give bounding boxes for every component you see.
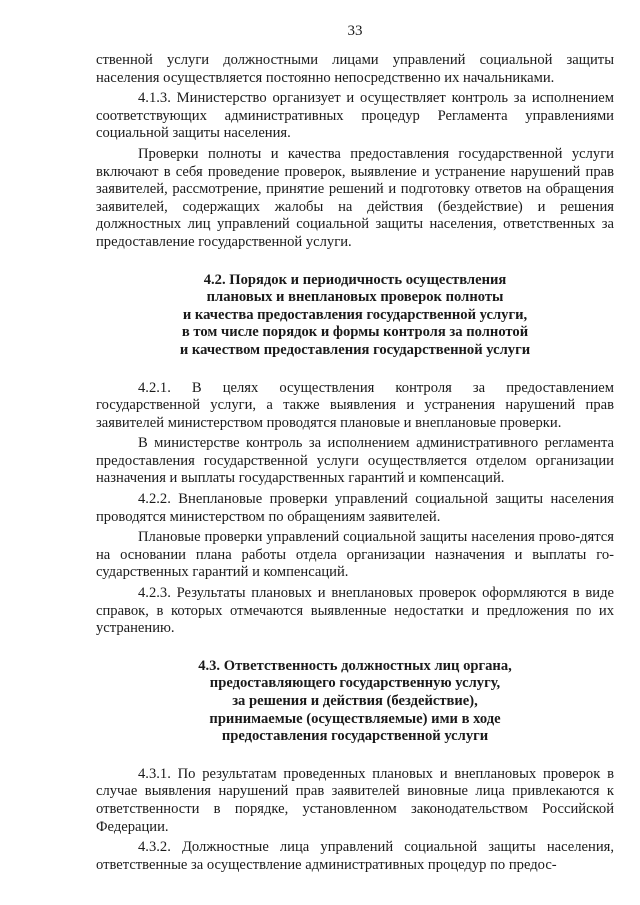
paragraph-continued: ственной услуги должностными лицами управлений социальной защиты населения осуществляется постоянно непосредственно их начальниками.	[96, 52, 614, 86]
heading-4-3-line-1: 4.3. Ответственность должностных лиц органа,	[198, 657, 512, 674]
heading-4-3-line-4: принимаемые (осуществляемые) ими в ходе	[209, 710, 501, 727]
paragraph-4-3-1: 4.3.1. По результатам проведенных плановых и внеплановых проверок в случае выявления нарушений прав заявителей виновные лица привлекаются к ответственности в порядке, установленном законодательством Российской Федерации.	[96, 765, 614, 835]
heading-4-2-line-2: плановых и внеплановых проверок полноты	[206, 289, 504, 306]
paragraph-4-1-3: 4.1.3. Министерство организует и осуществляет контроль за исполнением соответствующих административных процедур Регламента управлениями социальной защиты населения.	[96, 90, 614, 142]
paragraph-4-2-3: 4.2.3. Результаты плановых и внеплановых проверок оформляются в виде справок, в которых отмечаются выявленные недостатки и предложения по их устранению.	[96, 585, 614, 637]
paragraph-planned-checks: Плановые проверки управлений социальной защиты населения прово-дятся на основании плана работы отдела организации назначения и выплаты го-сударственных гарантий и компенсаций.	[96, 529, 614, 581]
heading-4-2-line-3: и качества предоставления государственной услуги,	[182, 306, 528, 323]
paragraph-checks: Проверки полноты и качества предоставления государственной услуги включают в себя проведение проверок, выявление и устранение нарушений прав заявителей, рассмотрение, принятие решений и подготовку ответов на обращения заявителей, содержащих жалобы на действия (бездействие) и решения должностных лиц управлений социальной защиты населения, ответственных за предоставление государственной услуги.	[96, 145, 614, 250]
heading-4-2-line-5: и качеством предоставления государственной услуги	[179, 341, 531, 358]
paragraph-ministry-control: В министерстве контроль за исполнением административного регламента предоставления государственной услуги осуществляется отделом организации назначения и выплаты государственных гарантий и компенсаций.	[96, 435, 614, 487]
paragraph-4-2-1: 4.2.1. В целях осуществления контроля за предоставлением государственной услуги, а также выявления и устранения нарушений прав заявителей министерством проводятся плановые и внеплановые проверки.	[96, 379, 614, 431]
heading-4-2-line-1: 4.2. Порядок и периодичность осуществления	[203, 271, 507, 288]
section-heading-4-3	[96, 658, 614, 746]
heading-4-3-line-3: за решения и действия (бездействие),	[232, 693, 478, 709]
paragraph-4-2-2: 4.2.2. Внеплановые проверки управлений социальной защиты населения проводятся министерством по обращениям заявителей.	[96, 491, 614, 525]
heading-4-2-line-4: в том числе порядок и формы контроля за полнотой	[181, 324, 529, 341]
heading-4-3-line-2: предоставляющего государственную услугу,	[209, 675, 501, 692]
heading-4-3-line-5: предоставления государственной услуги	[221, 728, 489, 745]
section-heading-4-2	[96, 272, 614, 360]
document-page	[96, 22, 614, 877]
page-number: 33	[347, 23, 363, 39]
paragraph-4-3-2: 4.3.2. Должностные лица управлений социальной защиты населения, ответственные за осуществление административных процедур по предос-	[96, 839, 614, 873]
